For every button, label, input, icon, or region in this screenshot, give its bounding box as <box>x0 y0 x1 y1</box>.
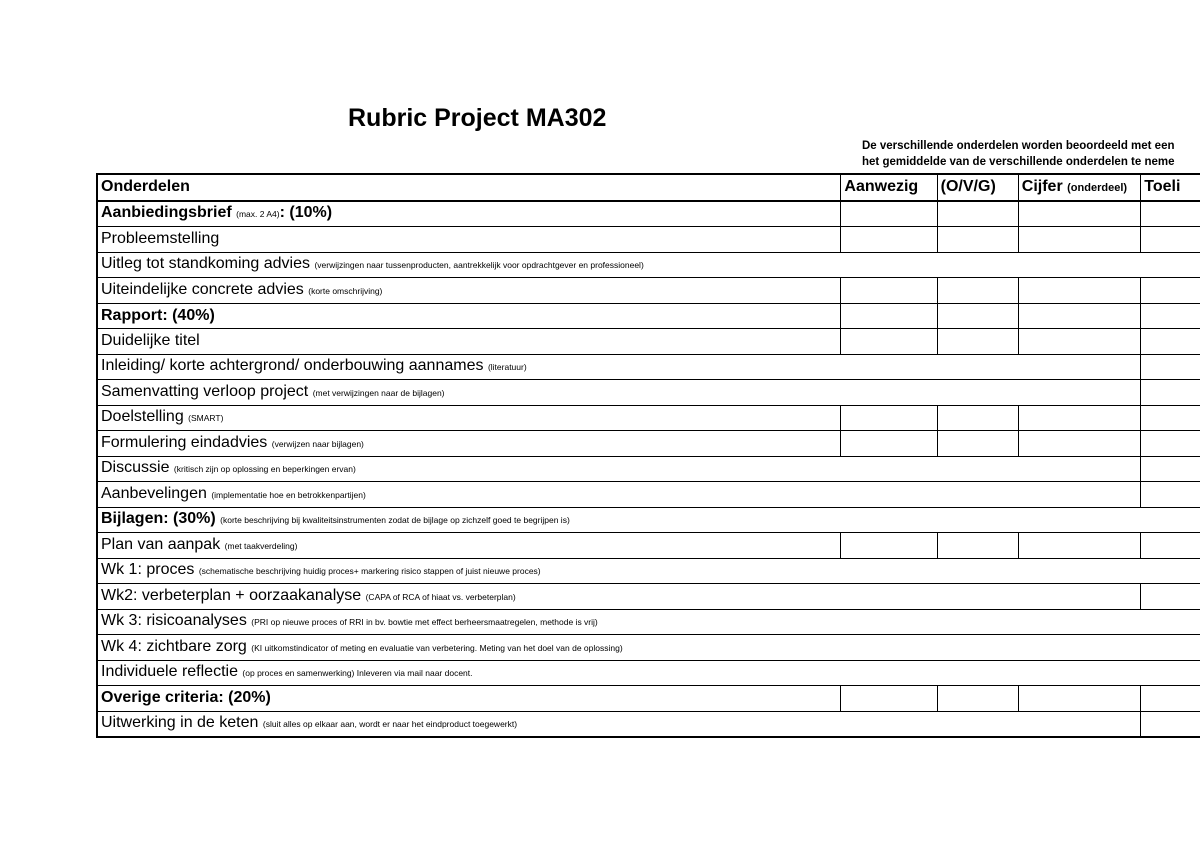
table-row <box>97 711 1200 737</box>
toelichting-cell[interactable] <box>1141 303 1200 329</box>
header-toelichting: Toeli <box>1141 174 1200 201</box>
toelichting-cell[interactable] <box>1141 584 1200 610</box>
aanwezig-cell[interactable] <box>841 227 937 253</box>
criterion-label: Discussie <box>101 459 170 477</box>
document-title: Rubric Project MA302 <box>348 104 607 132</box>
criterion-cell <box>97 354 1141 380</box>
criterion-note: (kritisch zijn op oplossing en beperkingen ervan) <box>173 464 356 475</box>
criterion-note: (max. 2 A4) <box>236 209 280 220</box>
rubric-table <box>96 173 1200 738</box>
toelichting-cell[interactable] <box>1141 533 1200 559</box>
criterion-cell <box>97 201 841 227</box>
table-row <box>97 303 1200 329</box>
criterion-label: Doelstelling <box>101 408 184 426</box>
criterion-note: (korte omschrijving) <box>308 285 383 296</box>
criterion-cell <box>97 380 1141 406</box>
table-row <box>97 507 1200 533</box>
criterion-weight: : (10%) <box>279 204 333 222</box>
header-cijfer-sub: (onderdeel) <box>1067 181 1128 194</box>
cijfer-cell[interactable] <box>1018 431 1140 457</box>
grading-note <box>862 138 1175 170</box>
toelichting-cell[interactable] <box>1141 278 1200 304</box>
criterion-cell <box>97 278 841 304</box>
aanwezig-cell[interactable] <box>841 278 937 304</box>
criterion-note: (op proces en samenwerking) Inleveren via mail naar docent. <box>242 668 473 679</box>
criterion-note: (met taakverdeling) <box>224 540 298 551</box>
aanwezig-cell[interactable] <box>841 533 937 559</box>
header-onderdelen: Onderdelen <box>97 174 841 201</box>
ovg-cell[interactable] <box>937 686 1018 712</box>
aanwezig-cell[interactable] <box>841 405 937 431</box>
criterion-label: Rapport: (40%) <box>101 306 215 324</box>
table-row <box>97 405 1200 431</box>
criterion-note: (KI uitkomstindicator of meting en evaluatie van verbetering. Meting van het doel van de oplossing) <box>251 642 623 653</box>
criterion-label: Aanbiedingsbrief <box>101 204 232 222</box>
aanwezig-cell[interactable] <box>841 303 937 329</box>
criterion-label: Wk 1: proces <box>101 561 195 579</box>
criterion-note: (verwijzen naar bijlagen) <box>271 438 364 449</box>
toelichting-cell[interactable] <box>1141 482 1200 508</box>
criterion-cell <box>97 329 841 355</box>
aanwezig-cell[interactable] <box>841 201 937 227</box>
criterion-label: Duidelijke titel <box>101 332 200 350</box>
toelichting-cell[interactable] <box>1141 201 1200 227</box>
criterion-cell <box>97 686 841 712</box>
criterion-cell <box>97 431 841 457</box>
aanwezig-cell[interactable] <box>841 431 937 457</box>
table-row <box>97 380 1200 406</box>
table-row <box>97 609 1200 635</box>
ovg-cell[interactable] <box>937 278 1018 304</box>
criterion-label: Plan van aanpak <box>101 535 221 553</box>
criterion-label: Formulering eindadvies <box>101 433 268 451</box>
criterion-cell <box>97 227 841 253</box>
criterion-cell <box>97 303 841 329</box>
criterion-label: Aanbevelingen <box>101 484 207 502</box>
ovg-cell[interactable] <box>937 405 1018 431</box>
table-header-row <box>97 174 1200 201</box>
cijfer-cell[interactable] <box>1018 686 1140 712</box>
toelichting-cell[interactable] <box>1141 686 1200 712</box>
criterion-cell <box>97 252 1200 278</box>
criterion-label: Inleiding/ korte achtergrond/ onderbouwing aannames <box>101 357 484 375</box>
criterion-label: Probleemstelling <box>101 230 220 248</box>
ovg-cell[interactable] <box>937 533 1018 559</box>
criterion-cell <box>97 456 1141 482</box>
toelichting-cell[interactable] <box>1141 380 1200 406</box>
table-row <box>97 278 1200 304</box>
table-row <box>97 635 1200 661</box>
aanwezig-cell[interactable] <box>841 329 937 355</box>
table-row <box>97 431 1200 457</box>
criterion-cell <box>97 507 1200 533</box>
ovg-cell[interactable] <box>937 227 1018 253</box>
table-row <box>97 686 1200 712</box>
criterion-cell <box>97 711 1141 737</box>
toelichting-cell[interactable] <box>1141 405 1200 431</box>
table-row <box>97 482 1200 508</box>
criterion-note: (korte beschrijving bij kwaliteitsinstrumenten zodat de bijlage op zichzelf goed te begrijpen is) <box>220 515 570 526</box>
criterion-note: (implementatie hoe en betrokkenpartijen) <box>211 489 366 500</box>
toelichting-cell[interactable] <box>1141 227 1200 253</box>
ovg-cell[interactable] <box>937 303 1018 329</box>
grading-note-line-1: De verschillende onderdelen worden beoordeeld met een <box>862 140 1175 152</box>
criterion-note: (verwijzingen naar tussenproducten, aantrekkelijk voor opdrachtgever en professioneel) <box>314 260 644 271</box>
toelichting-cell[interactable] <box>1141 431 1200 457</box>
cijfer-cell[interactable] <box>1018 329 1140 355</box>
criterion-cell <box>97 533 841 559</box>
toelichting-cell[interactable] <box>1141 329 1200 355</box>
criterion-label: Wk2: verbeterplan + oorzaakanalyse <box>101 586 362 604</box>
criterion-label: Uitwerking in de keten <box>101 714 259 732</box>
header-cijfer <box>1018 174 1140 201</box>
table-row <box>97 252 1200 278</box>
header-aanwezig: Aanwezig <box>841 174 937 201</box>
criterion-label: Overige criteria: (20%) <box>101 689 271 707</box>
grading-note-line-2: het gemiddelde van de verschillende onderdelen te neme <box>862 156 1175 168</box>
toelichting-cell[interactable] <box>1141 456 1200 482</box>
criterion-label: Samenvatting verloop project <box>101 382 309 400</box>
criterion-cell <box>97 558 1200 584</box>
criterion-label: Bijlagen: (30%) <box>101 510 216 528</box>
criterion-note: (sluit alles op elkaar aan, wordt er naar het eindproduct toegewerkt) <box>262 719 518 730</box>
cijfer-cell[interactable] <box>1018 201 1140 227</box>
toelichting-cell[interactable] <box>1141 354 1200 380</box>
criterion-label: Individuele reflectie <box>101 663 238 681</box>
criterion-note: (CAPA of RCA of hiaat vs. verbeterplan) <box>365 591 516 602</box>
criterion-cell <box>97 482 1141 508</box>
table-row <box>97 660 1200 686</box>
table-row <box>97 584 1200 610</box>
ovg-cell[interactable] <box>937 329 1018 355</box>
cijfer-cell[interactable] <box>1018 278 1140 304</box>
cijfer-cell[interactable] <box>1018 405 1140 431</box>
cijfer-cell[interactable] <box>1018 303 1140 329</box>
criterion-cell <box>97 635 1200 661</box>
criterion-note: (SMART) <box>188 413 224 424</box>
cijfer-cell[interactable] <box>1018 227 1140 253</box>
criterion-label: Uiteindelijke concrete advies <box>101 280 304 298</box>
criterion-note: (met verwijzingen naar de bijlagen) <box>312 387 445 398</box>
ovg-cell[interactable] <box>937 431 1018 457</box>
header-cijfer-label: Cijfer <box>1021 177 1063 195</box>
criterion-note: (schematische beschrijving huidig proces+ markering risico stappen of juist nieuwe proces) <box>198 566 541 577</box>
table-row <box>97 227 1200 253</box>
header-ovg: (O/V/G) <box>937 174 1018 201</box>
table-row <box>97 354 1200 380</box>
criterion-cell <box>97 609 1200 635</box>
criterion-cell <box>97 405 841 431</box>
table-row <box>97 456 1200 482</box>
criterion-note: (PRI op nieuwe proces of RRI in bv. bowtie met effect berheersmaatregelen, methode is vrij) <box>251 617 598 628</box>
criterion-cell <box>97 660 1200 686</box>
table-row <box>97 329 1200 355</box>
ovg-cell[interactable] <box>937 201 1018 227</box>
criterion-label: Wk 3: risicoanalyses <box>101 612 247 630</box>
table-row <box>97 533 1200 559</box>
criterion-cell <box>97 584 1141 610</box>
criterion-label: Uitleg tot standkoming advies <box>101 255 310 273</box>
aanwezig-cell[interactable] <box>841 686 937 712</box>
criterion-label: Wk 4: zichtbare zorg <box>101 637 247 655</box>
table-row <box>97 558 1200 584</box>
cijfer-cell[interactable] <box>1018 533 1140 559</box>
table-row <box>97 201 1200 227</box>
toelichting-cell[interactable] <box>1141 711 1200 737</box>
criterion-note: (literatuur) <box>487 362 527 373</box>
